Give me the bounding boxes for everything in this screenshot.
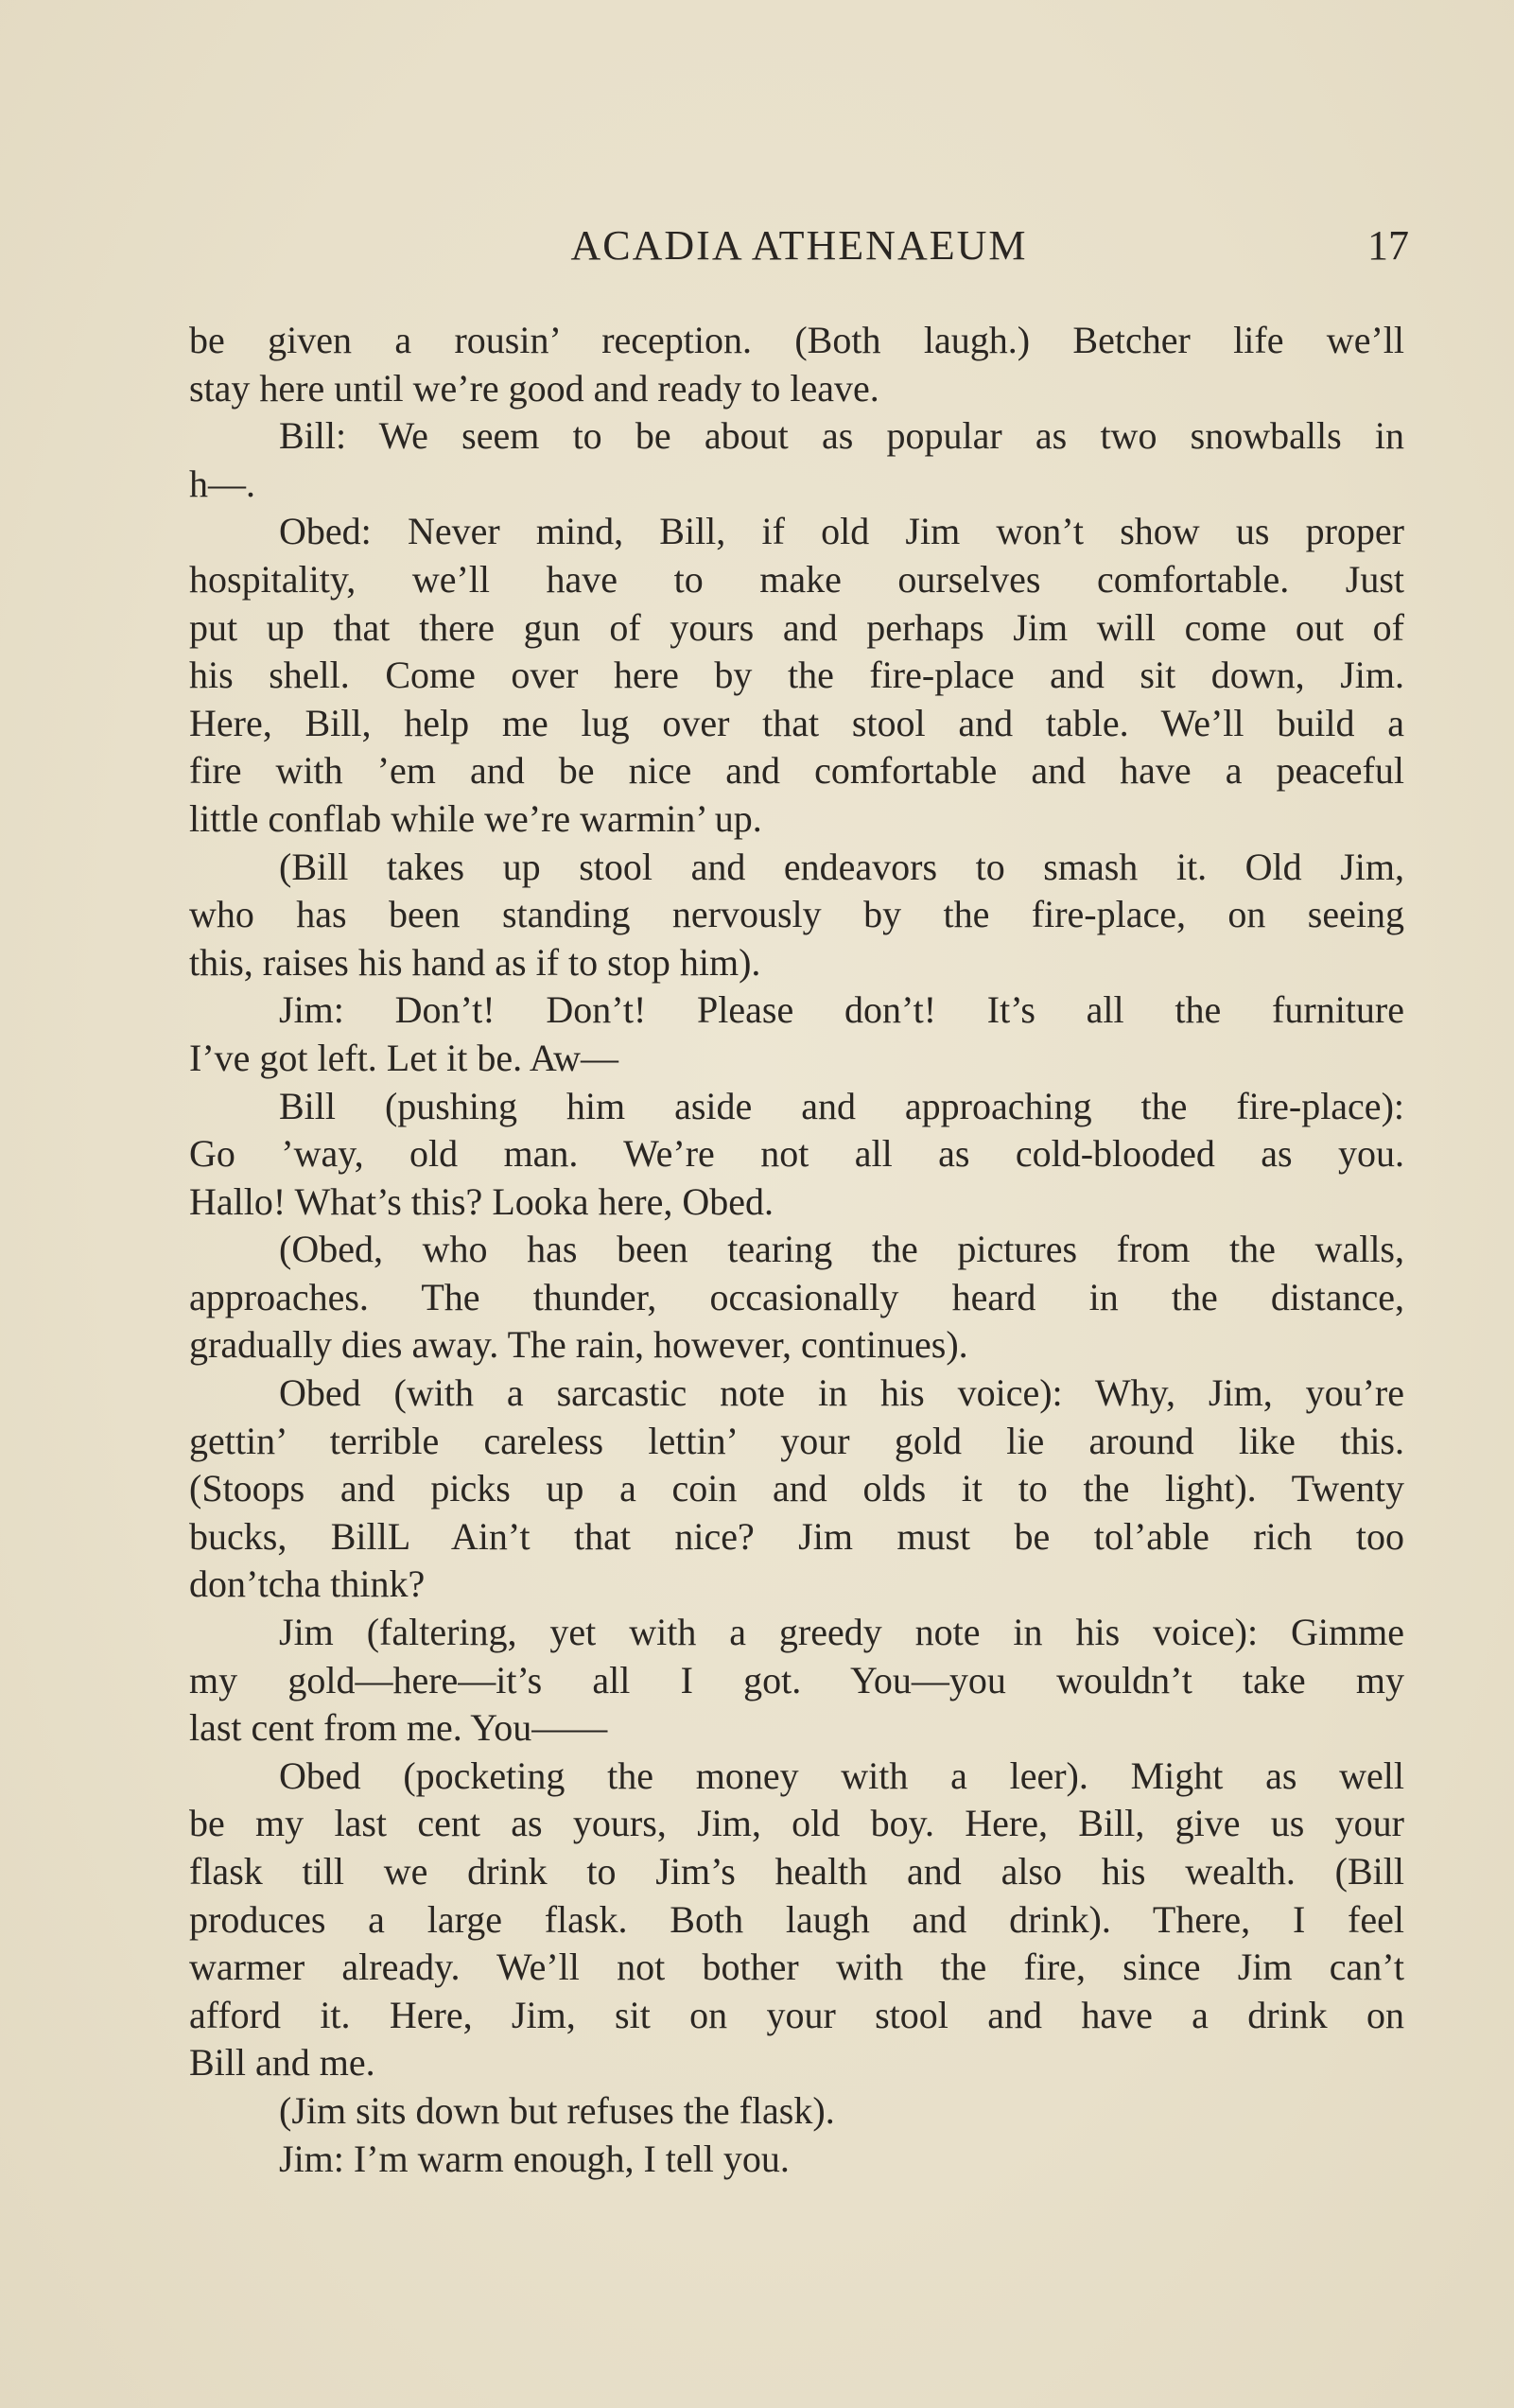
text-line: Go ’way, old man. We’re not all as cold-blooded as you. xyxy=(189,1132,1404,1176)
text-line: approaches. The thunder, occasionally heard in the distance, xyxy=(189,1275,1404,1318)
text-line: Bill (pushing him aside and approaching the fire-place): xyxy=(279,1084,1404,1127)
text-line: flask till we drink to Jim’s health and also his wealth. (Bill xyxy=(189,1850,1404,1893)
text-line: my gold—here—it’s all I got. You—you wouldn’t take my xyxy=(189,1658,1404,1701)
text-line: h—. xyxy=(189,462,255,505)
text-line: don’tcha think? xyxy=(189,1562,426,1606)
page-header xyxy=(189,218,1409,274)
text-line: produces a large flask. Both laugh and drink). There, I feel xyxy=(189,1897,1404,1941)
text-line: Obed (with a sarcastic note in his voice): Why, Jim, you’re xyxy=(279,1371,1404,1415)
text-line: Jim: I’m warm enough, I tell you. xyxy=(279,2137,790,2180)
text-line: (Stoops and picks up a coin and olds it to the light). Twenty xyxy=(189,1467,1404,1510)
text-line: stay here until we’re good and ready to leave. xyxy=(189,366,879,410)
text-line: put up that there gun of yours and perhaps Jim will come out of xyxy=(189,605,1404,649)
text-line: (Obed, who has been tearing the pictures from the walls, xyxy=(279,1228,1404,1271)
text-line: Here, Bill, help me lug over that stool and table. We’ll build a xyxy=(189,701,1404,744)
text-line: warmer already. We’ll not bother with the fire, since Jim can’t xyxy=(189,1946,1404,1989)
text-line: be given a rousin’ reception. (Both laugh.) Betcher life we’ll xyxy=(189,319,1404,361)
text-line: hospitality, we’ll have to make ourselves comfortable. Just xyxy=(189,557,1404,601)
text-line: Obed: Never mind, Bill, if old Jim won’t show us proper xyxy=(279,510,1404,553)
text-line: afford it. Here, Jim, sit on your stool and have a drink on xyxy=(189,1993,1404,2036)
text-line: last cent from me. You—— xyxy=(189,1706,608,1750)
text-line: bucks, BillL Ain’t that nice? Jim must be tol’able rich too xyxy=(189,1514,1404,1558)
body-text xyxy=(189,317,1404,2183)
text-line: be my last cent as yours, Jim, old boy. Here, Bill, give us your xyxy=(189,1802,1404,1845)
text-line: Obed (pocketing the money with a leer). Might as well xyxy=(279,1754,1404,1797)
text-line: (Jim sits down but refuses the flask). xyxy=(279,2088,835,2132)
text-line: I’ve got left. Let it be. Aw— xyxy=(189,1036,618,1079)
text-line: gettin’ terrible careless lettin’ your gold lie around like this. xyxy=(189,1419,1404,1462)
page-number: 17 xyxy=(1367,222,1409,269)
running-title: ACADIA ATHENAEUM xyxy=(570,222,1028,269)
text-line: Jim (faltering, yet with a greedy note in his voice): Gimme xyxy=(279,1611,1404,1654)
text-line: this, raises his hand as if to stop him). xyxy=(189,940,761,984)
text-line: fire with ’em and be nice and comfortable and have a peaceful xyxy=(189,749,1404,793)
text-line: Hallo! What’s this? Looka here, Obed. xyxy=(189,1179,774,1223)
text-line: Bill: We seem to be about as popular as two snowballs in xyxy=(279,414,1404,458)
text-line: his shell. Come over here by the fire-place and sit down, Jim. xyxy=(189,654,1404,697)
text-line: gradually dies away. The rain, however, continues). xyxy=(189,1323,968,1367)
text-line: who has been standing nervously by the fire-place, on seeing xyxy=(189,893,1404,936)
text-line: little conflab while we’re warmin’ up. xyxy=(189,796,762,840)
text-line: Jim: Don’t! Don’t! Please don’t! It’s all the furniture xyxy=(279,988,1404,1032)
text-line: Bill and me. xyxy=(189,2041,375,2085)
text-line: (Bill takes up stool and endeavors to smash it. Old Jim, xyxy=(279,845,1404,888)
